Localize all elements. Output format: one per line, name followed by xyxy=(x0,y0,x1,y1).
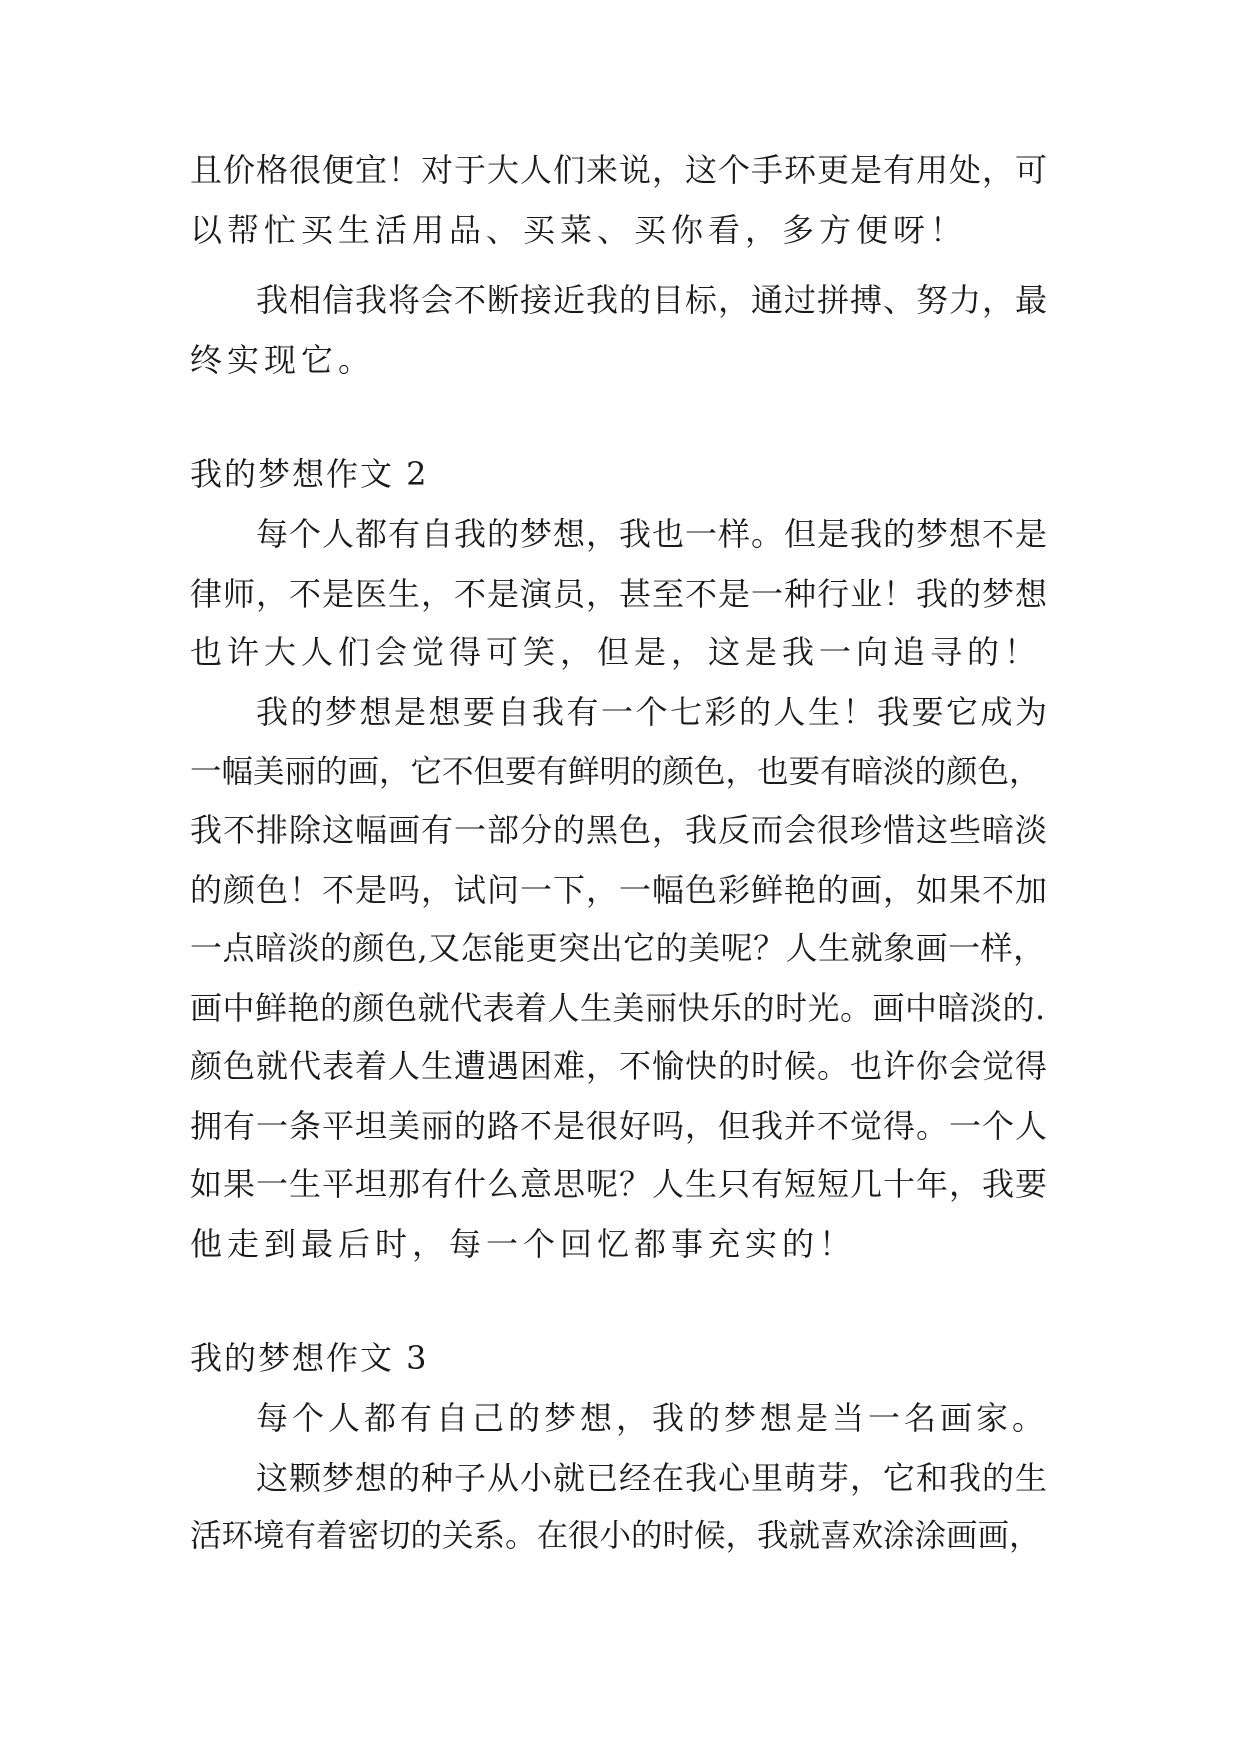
paragraph-line: 的颜色！不是吗，试问一下，一幅色彩鲜艳的画，如果不加 xyxy=(190,871,1049,909)
section-heading: 我的梦想作文 3 xyxy=(190,1339,429,1377)
paragraph-line: 这颗梦想的种子从小就已经在我心里萌芽，它和我的生 xyxy=(256,1459,1049,1497)
paragraph-line: 每个人都有自我的梦想，我也一样。但是我的梦想不是 xyxy=(256,515,1049,553)
section-heading: 我的梦想作文 2 xyxy=(190,455,429,493)
paragraph-line: 终实现它。 xyxy=(190,341,376,379)
paragraph-line: 拥有一条平坦美丽的路不是很好吗，但我并不觉得。一个人 xyxy=(190,1107,1049,1145)
paragraph-line: 以帮忙买生活用品、买菜、买你看，多方便呀！ xyxy=(190,211,968,249)
paragraph-line: 如果一生平坦那有什么意思呢？人生只有短短几十年，我要 xyxy=(190,1165,1049,1203)
paragraph-line: 一点暗淡的颜色,又怎能更突出它的美呢？人生就象画一样， xyxy=(190,929,1046,967)
paragraph-line: 他走到最后时，每一个回忆都事充实的！ xyxy=(190,1225,857,1263)
paragraph-line: 我相信我将会不断接近我的目标，通过拼搏、努力，最 xyxy=(256,281,1049,319)
paragraph-line: 每个人都有自己的梦想，我的梦想是当一名画家。 xyxy=(256,1399,1049,1437)
paragraph-line: 也许大人们会觉得可笑，但是，这是我一向追寻的！ xyxy=(190,633,1042,671)
paragraph-line: 活环境有着密切的关系。在很小的时候，我就喜欢涂涂画画， xyxy=(190,1518,1041,1554)
paragraph-line: 我不排除这幅画有一部分的黑色，我反而会很珍惜这些暗淡 xyxy=(190,811,1049,849)
paragraph-line: 我的梦想是想要自我有一个七彩的人生！我要它成为 xyxy=(256,693,1050,731)
paragraph-line: 律师，不是医生，不是演员，甚至不是一种行业！我的梦想 xyxy=(190,575,1049,613)
paragraph-line: 画中鲜艳的颜色就代表着人生美丽快乐的时光。画中暗淡的. xyxy=(190,989,1046,1027)
paragraph-line: 颜色就代表着人生遭遇困难，不愉快的时候。也许你会觉得 xyxy=(190,1047,1049,1085)
paragraph-line: 一幅美丽的画，它不但要有鲜明的颜色，也要有暗淡的颜色， xyxy=(190,754,1041,790)
paragraph-line: 且价格很便宜！对于大人们来说，这个手环更是有用处，可 xyxy=(190,151,1049,189)
